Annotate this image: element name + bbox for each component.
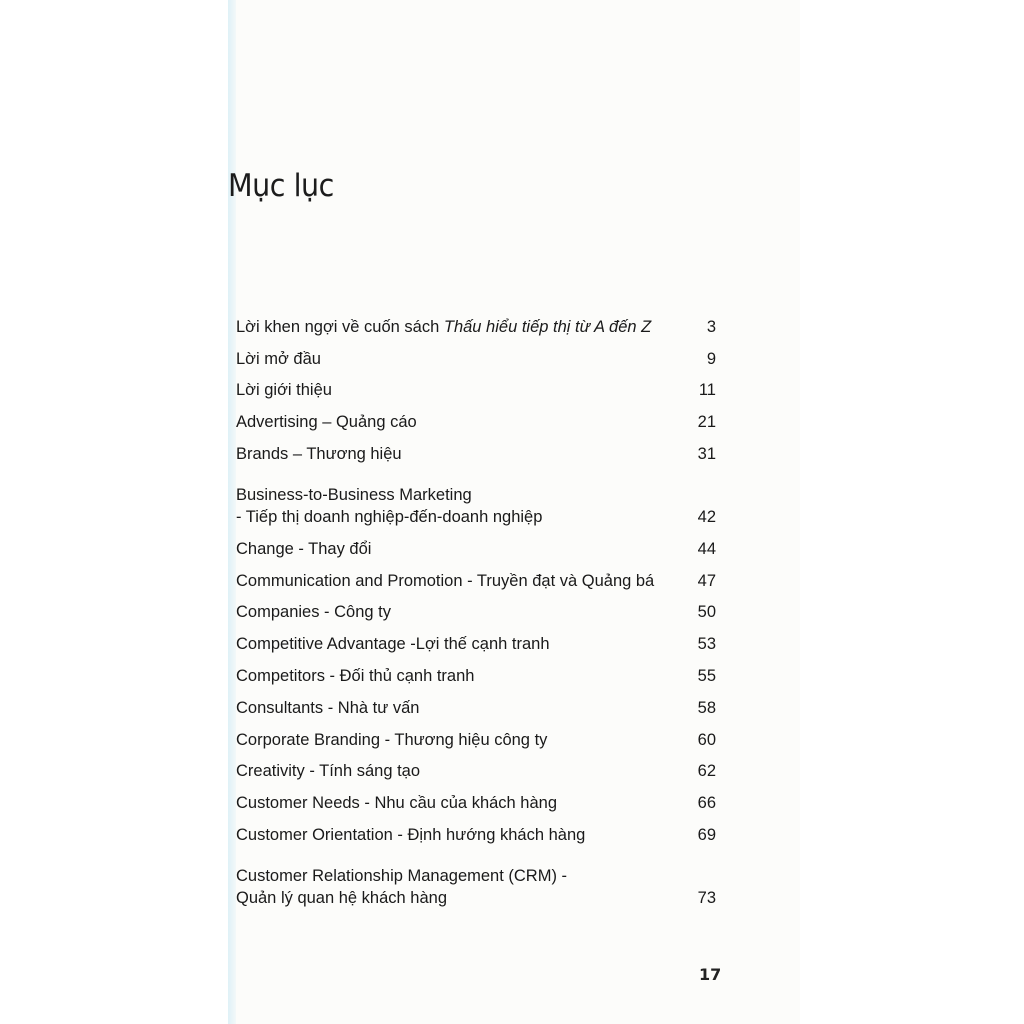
toc-entry-page: 47 bbox=[697, 571, 716, 590]
toc-entry-title-line: Companies - Công ty bbox=[236, 603, 391, 622]
toc-entry-title bbox=[236, 443, 402, 465]
toc-entry-page: 21 bbox=[697, 413, 716, 432]
toc-entry-title-line: Creativity - Tính sáng tạo bbox=[236, 762, 421, 781]
toc-entry-title-line: Consultants - Nhà tư vấn bbox=[236, 698, 420, 717]
toc-entry bbox=[236, 370, 720, 402]
toc-entry-title-line: Competitive Advantage -Lợi thế cạnh tranh bbox=[236, 635, 550, 654]
toc-entry-title-line: Lời mở đầu bbox=[236, 349, 321, 368]
toc-entry-title bbox=[236, 633, 550, 655]
toc-entry-page: 44 bbox=[697, 539, 716, 558]
toc-entry-title bbox=[236, 411, 417, 433]
toc-entry bbox=[236, 528, 720, 560]
toc-entry bbox=[236, 655, 720, 687]
toc-entry bbox=[236, 306, 720, 338]
toc-entry-title-line: Advertising – Quảng cáo bbox=[236, 413, 417, 432]
toc-entry-title-line bbox=[236, 316, 651, 338]
toc-entry-page: 42 bbox=[697, 507, 716, 526]
toc-entry-title bbox=[236, 379, 332, 401]
toc-entry bbox=[236, 782, 720, 814]
toc-entry-page: 31 bbox=[697, 444, 716, 463]
toc-entry-title-line: - Tiếp thị doanh nghiệp-đến-doanh nghiệp bbox=[236, 507, 543, 526]
toc-entry-title bbox=[236, 824, 585, 846]
toc-entry bbox=[236, 560, 720, 592]
toc-heading: Mục lục bbox=[228, 168, 334, 204]
toc-entry-title-line: Customer Needs - Nhu cầu của khách hàng bbox=[236, 794, 558, 813]
toc-entry-title-line: Communication and Promotion - Truyền đạt và Quảng bá bbox=[236, 571, 655, 590]
toc-entry-page: 50 bbox=[697, 603, 716, 622]
toc-entry bbox=[236, 401, 720, 433]
toc-entry-title bbox=[236, 538, 371, 560]
toc-entry-title bbox=[236, 665, 474, 687]
toc-entry-title bbox=[236, 729, 547, 751]
toc-entry bbox=[236, 433, 720, 465]
toc-entry-title bbox=[236, 760, 420, 782]
toc-entry-title bbox=[236, 484, 542, 528]
toc-entry bbox=[236, 846, 720, 909]
toc-entry-page: 53 bbox=[697, 635, 716, 654]
toc-entry-page: 60 bbox=[697, 730, 716, 749]
toc-entry-title bbox=[236, 316, 651, 338]
book-title-italic: Thấu hiểu tiếp thị từ A đến Z bbox=[443, 317, 652, 336]
toc-entry-page: 58 bbox=[697, 698, 716, 717]
toc-entry-title-line: Customer Orientation - Định hướng khách hàng bbox=[236, 825, 586, 844]
toc-entry bbox=[236, 687, 720, 719]
toc-entry bbox=[236, 814, 720, 846]
toc-entry-page: 55 bbox=[697, 666, 716, 685]
toc-entry-page: 69 bbox=[697, 825, 716, 844]
toc-entry bbox=[236, 592, 720, 624]
toc-entry bbox=[236, 751, 720, 783]
page-number: 17 bbox=[699, 965, 722, 984]
toc-entry-title-line: Lời giới thiệu bbox=[236, 381, 332, 400]
toc-entry-title bbox=[236, 865, 567, 909]
toc-entry-title-line: Corporate Branding - Thương hiệu công ty bbox=[236, 730, 548, 749]
table-of-contents bbox=[236, 306, 720, 909]
toc-entry bbox=[236, 465, 720, 528]
toc-entry-title-line: Quản lý quan hệ khách hàng bbox=[236, 888, 447, 907]
toc-entry-page: 66 bbox=[697, 794, 716, 813]
toc-entry-title-text: Lời khen ngợi về cuốn sách bbox=[236, 317, 444, 336]
toc-entry-page: 3 bbox=[706, 317, 716, 336]
toc-entry-page: 62 bbox=[697, 762, 716, 781]
page-edge-shadow bbox=[228, 0, 236, 1024]
toc-entry bbox=[236, 623, 720, 655]
toc-entry-page: 73 bbox=[697, 888, 716, 907]
toc-entry-title bbox=[236, 570, 654, 592]
toc-entry bbox=[236, 338, 720, 370]
toc-entry-title-line: Change - Thay đổi bbox=[236, 539, 372, 558]
toc-entry-page: 9 bbox=[706, 349, 716, 368]
toc-entry bbox=[236, 719, 720, 751]
toc-entry-title-line: Customer Relationship Management (CRM) - bbox=[236, 866, 568, 885]
toc-entry-title bbox=[236, 348, 321, 370]
toc-entry-title-line: Business-to-Business Marketing bbox=[236, 485, 472, 504]
toc-entry-page: 11 bbox=[698, 381, 716, 400]
toc-entry-title-line: Competitors - Đối thủ cạnh tranh bbox=[236, 666, 475, 685]
toc-entry-title bbox=[236, 792, 557, 814]
toc-entry-title bbox=[236, 697, 419, 719]
toc-entry-title-line: Brands – Thương hiệu bbox=[236, 444, 402, 463]
toc-entry-title bbox=[236, 601, 391, 623]
